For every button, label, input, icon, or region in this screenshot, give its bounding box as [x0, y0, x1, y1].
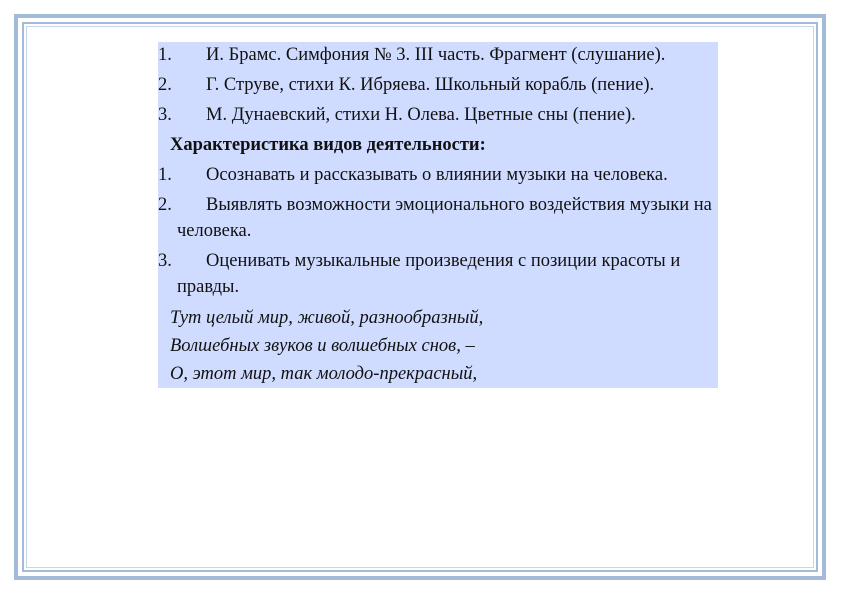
list-item — [158, 248, 718, 300]
list-item-text: Оценивать музыкальные произведения с позиции красоты и правды. — [177, 251, 681, 297]
text-block — [158, 42, 718, 388]
list-item-text: Выявлять возможности эмоционального воздействия музыки на человека. — [177, 195, 712, 241]
repertoire-list — [158, 42, 718, 128]
list-number: 2. — [158, 195, 172, 215]
activities-list — [158, 162, 718, 300]
list-item-text: Г. Струве, стихи К. Ибряева. Школьный корабль (пение). — [206, 75, 655, 95]
list-item — [158, 42, 718, 68]
poem-line: Волшебных звуков и волшебных снов, – — [170, 336, 475, 356]
list-item-text: М. Дунаевский, стихи Н. Олева. Цветные сны (пение). — [206, 105, 636, 125]
list-number: 3. — [158, 251, 172, 271]
list-item — [158, 162, 718, 188]
list-item — [158, 102, 718, 128]
list-number: 3. — [158, 105, 172, 125]
list-item-text: И. Брамс. Симфония № 3. III часть. Фрагмент (слушание). — [206, 45, 666, 65]
poem-line: Тут целый мир, живой, разнообразный, — [170, 308, 484, 328]
poem-line: О, этот мир, так молодо-прекрасный, — [170, 364, 478, 384]
list-number: 1. — [158, 45, 172, 65]
activities-heading: Характеристика видов деятельности: — [170, 135, 486, 155]
list-number: 2. — [158, 75, 172, 95]
list-item-text: Осознавать и рассказывать о влиянии музыки на человека. — [206, 165, 668, 185]
poem-quote — [158, 304, 718, 388]
list-number: 1. — [158, 165, 172, 185]
list-item — [158, 192, 718, 244]
list-item — [158, 72, 718, 98]
